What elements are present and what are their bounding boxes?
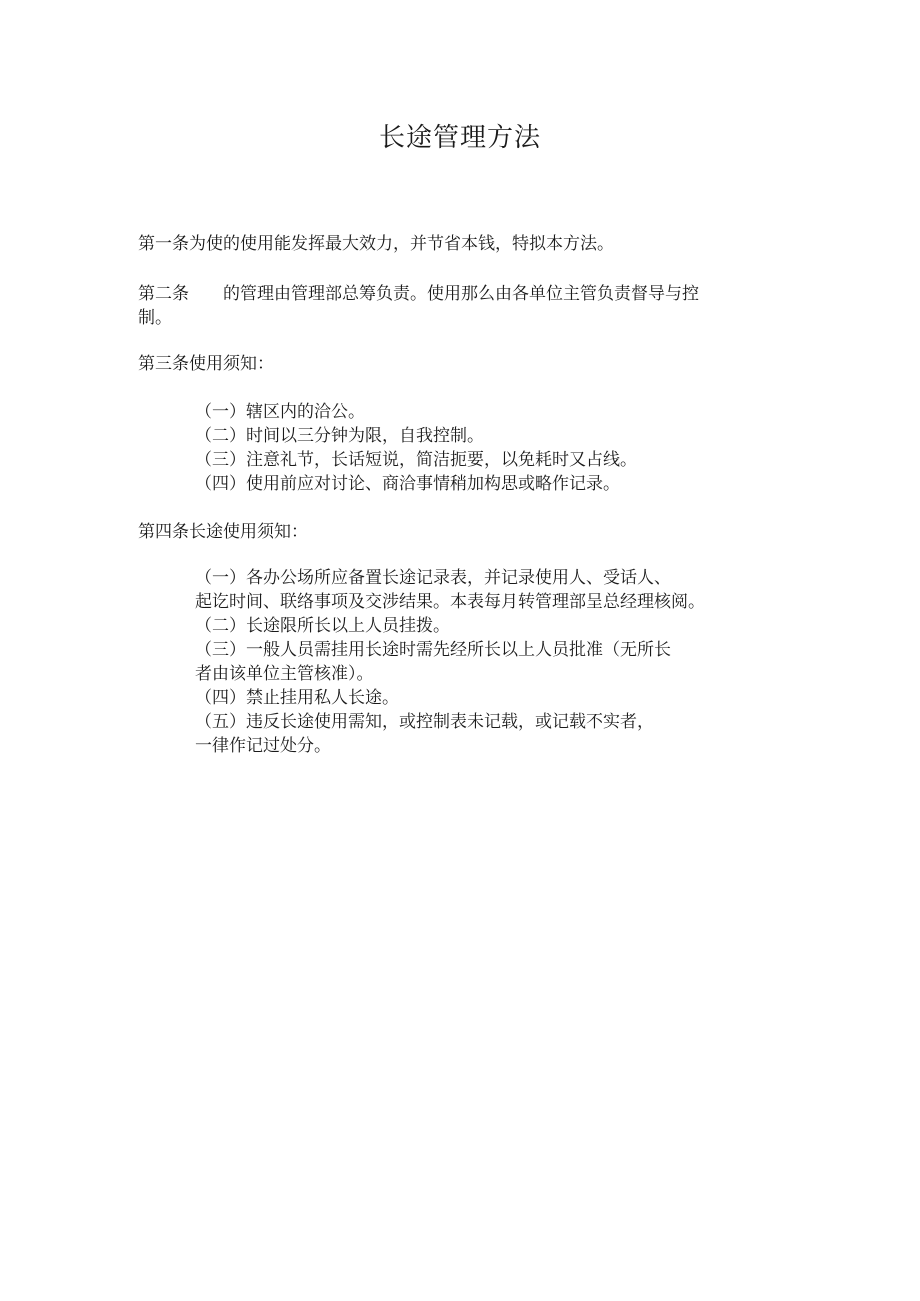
article-4-line: （二）长途限所长以上人员挂拨。 <box>195 616 450 636</box>
document-title: 长途管理方法 <box>378 123 541 153</box>
article-3-item: （四）使用前应对讨论、商洽事情稍加构思或略作记录。 <box>195 474 620 494</box>
article-3-item: （三）注意礼节，长话短说，简洁扼要，以免耗时又占线。 <box>195 450 637 470</box>
article-3-item: （一）辖区内的洽公。 <box>195 402 365 422</box>
article-4-line: 一律作记过处分。 <box>195 736 331 756</box>
article-3-item: （二）时间以三分钟为限，自我控制。 <box>195 426 484 446</box>
article-4-line: （五）违反长途使用需知，或控制表未记载，或记载不实者， <box>195 712 654 732</box>
article-1: 第一条为使的使用能发挥最大效力，并节省本钱，特拟本方法。 <box>138 234 614 254</box>
article-3-heading: 第三条使用须知： <box>138 354 274 374</box>
article-2-text: 的管理由管理部总筹负责。使用那么由各单位主管负责督导与控 <box>223 284 699 304</box>
article-4-line: （三）一般人员需挂用长途时需先经所长以上人员批准（无所长 <box>195 640 671 660</box>
article-4-line: 者由该单位主管核准）。 <box>195 664 374 684</box>
article-4-line: （一）各办公场所应备置长途记录表，并记录使用人、受话人、 <box>195 568 671 588</box>
article-4-line: （四）禁止挂用私人长途。 <box>195 688 399 708</box>
article-2-head: 第二条 <box>138 284 189 304</box>
article-4-line: 起讫时间、联络事项及交涉结果。本表每月转管理部呈总经理核阅。 <box>195 592 705 612</box>
article-2-line-2: 制。 <box>138 308 172 328</box>
article-2-line-1 <box>138 282 699 306</box>
article-4-heading: 第四条长途使用须知： <box>138 522 308 542</box>
